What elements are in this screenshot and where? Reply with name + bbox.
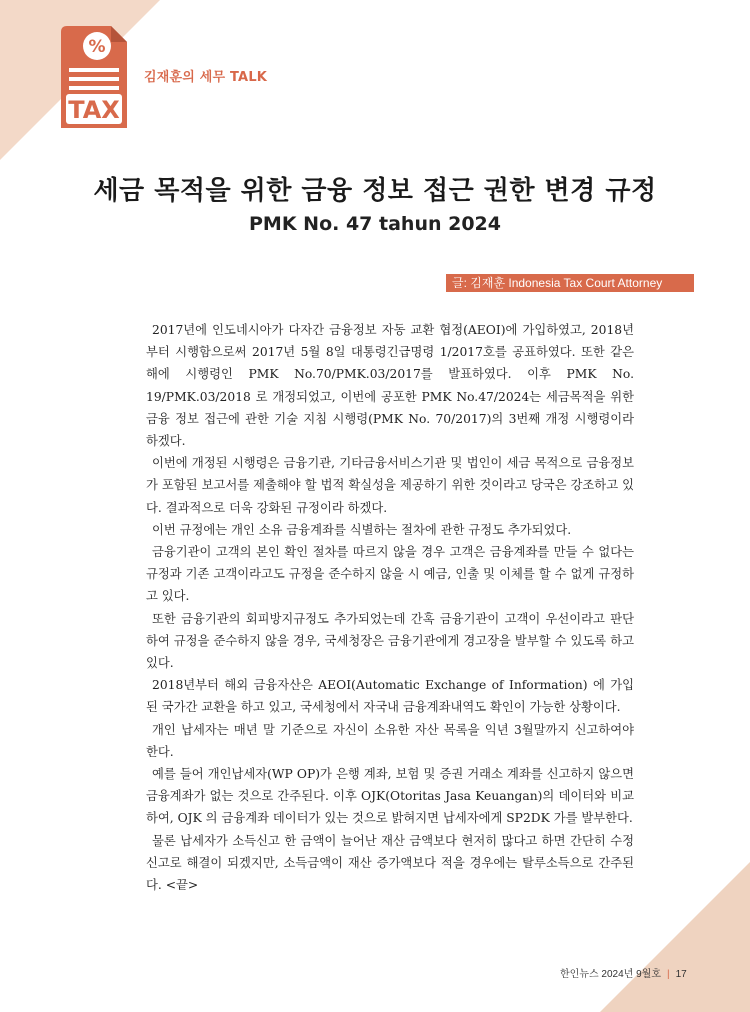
column-title: 김재훈의 세무 TALK bbox=[144, 70, 268, 85]
page-footer bbox=[560, 965, 687, 980]
paragraph: 물론 납세자가 소득신고 한 금액이 늘어난 재산 금액보다 현저히 많다고 하면 간단히 수정신고로 해결이 되겠지만, 소득금액이 재산 증가액보다 적을 경우에는 탈루소득으로 간주된다. <끝> bbox=[146, 833, 634, 893]
issue-label: 한인뉴스 2024년 9월호 bbox=[560, 969, 661, 980]
logo-text: TAX bbox=[68, 96, 120, 124]
paragraph: 이번 규정에는 개인 소유 금융계좌를 식별하는 절차에 관한 규정도 추가되었다. bbox=[152, 522, 572, 537]
paragraph: 또한 금융기관의 회피방지규정도 추가되었는데 간혹 금융기관이 고객이 우선이라고 판단하여 규정을 준수하지 않을 경우, 국세청장은 금융기관에게 경고장을 발부할 수 있도록 하고 있다. bbox=[146, 611, 634, 671]
paragraph: 금융기관이 고객의 본인 확인 절차를 따르지 않을 경우 고객은 금융계좌를 만들 수 없다는 규정과 기존 고객이라고도 규정을 준수하지 않을 시 예금, 인출 및 이체를 할 수 없게 규정하고 있다. bbox=[146, 545, 634, 604]
page-number: 17 bbox=[675, 969, 687, 980]
percent-symbol: % bbox=[88, 37, 106, 57]
paragraph: 예를 들어 개인납세자(WP OP)가 은행 계좌, 보험 및 증권 거래소 계좌를 신고하지 않으면 금융계좌가 없는 것으로 간주된다. 이후 OJK(Otoritas Jasa Keuangan)의 데이터와 비교하여, OJK 의 금융계좌 데이터가 있는 것으로 밝혀지면 납세자에게 SP2DK 가를 발부한다. bbox=[146, 767, 634, 826]
article-body bbox=[146, 319, 634, 896]
footer-separator: | bbox=[666, 969, 670, 980]
tax-document-icon bbox=[57, 22, 131, 134]
paragraph: 개인 납세자는 매년 말 기준으로 자신이 소유한 자산 목록을 익년 3월말까지 신고하여야 한다. bbox=[146, 722, 634, 759]
article-subtitle: PMK No. 47 tahun 2024 bbox=[249, 213, 501, 235]
author-byline: 글: 김재훈 Indonesia Tax Court Attorney bbox=[446, 274, 694, 292]
paragraph: 2018년부터 해외 금융자산은 AEOI(Automatic Exchange of Information) 에 가입된 국가간 교환을 하고 있고, 국세청에서 자국내 금융계좌내역도 확인이 가능한 상황이다. bbox=[146, 678, 634, 715]
article-title: 세금 목적을 위한 금융 정보 접근 권한 변경 규정 bbox=[93, 176, 657, 206]
paragraph: 이번에 개정된 시행령은 금융기관, 기타금융서비스기관 및 법인이 세금 목적으로 금융정보가 포함된 보고서를 제출해야 할 법적 확실성을 제공하기 위한 것이라고 당국은 강조하고 있다. 결과적으로 더욱 강화된 규정이라 하겠다. bbox=[146, 456, 634, 515]
paragraph: 2017년에 인도네시아가 다자간 금융정보 자동 교환 협정(AEOI)에 가입하였고, 2018년부터 시행함으로써 2017년 5월 8일 대통령긴급명령 1/2017호를 공표하였다. 또한 같은 해에 시행령인 PMK No.70/PMK.03/2017를 발표하였다. 이후 PMK No. 19/PMK.03/2018 로 개정되었고, 이번에 공포한 PMK No.47/2024는 세금목적을 위한 금융 정보 접근에 관한 기술 지침 시행령(PMK No. 70/2017)의 3번째 개정 시행령이라 하겠다. bbox=[146, 323, 634, 449]
